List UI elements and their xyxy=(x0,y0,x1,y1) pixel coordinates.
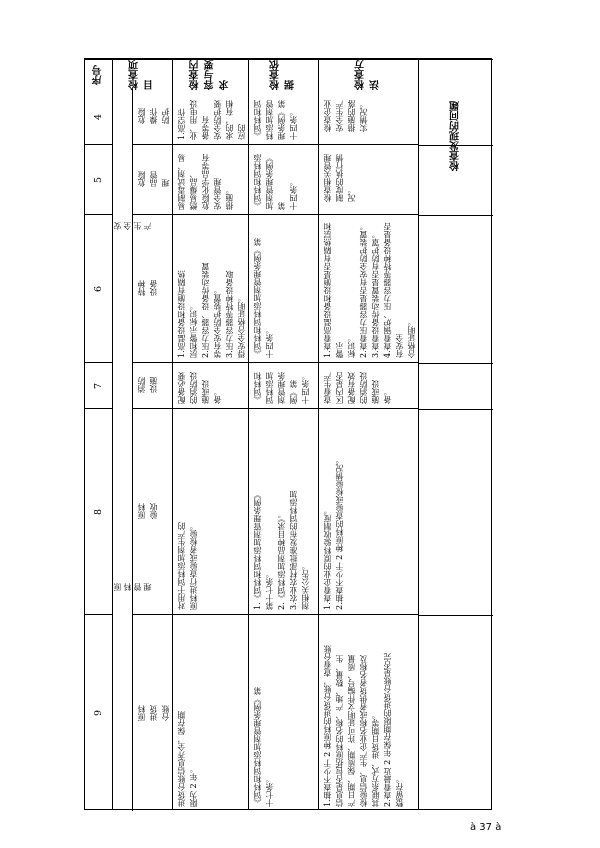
row-6-method xyxy=(319,215,418,363)
header-item xyxy=(113,59,172,90)
row-7-content xyxy=(173,363,248,409)
basis-text: 《饲料和饲料添加剂管理条例》第 十四条。 xyxy=(253,100,298,140)
row-no: 9 xyxy=(93,709,104,717)
row-no: 4 xyxy=(93,112,104,121)
header-method-label: 检查方法 xyxy=(355,60,382,90)
content-text: 对用于饲料添加剂生产的 原料进行查验或者检验。 xyxy=(177,522,198,610)
row-separator xyxy=(419,409,493,410)
content-text: 易制毒试剂、易燃易爆品、 危险化学品等有安全管理 措施。 xyxy=(177,154,234,210)
method-text: 1.抽查不少于 2 种原料的进货台账，查看台账 信息是否包括原料的名称、产地、数量、生 产日期、保质期、许可证明文件编号、质量 检验信息、生产企业名称或者供货者名称及 其联系方式、进货日期等。 2.查看最近 2 年保存期限的进货台账是否完 整留存。 xyxy=(323,645,404,807)
page-number: à 37 à xyxy=(470,822,502,833)
content-text: 1.高温设备和设施有隔热 层和警示标识。 2.压力容器、设备传动装置 等有安全防护装置。 3.压力容器等特种设备取 得安全合格证明。 xyxy=(177,262,246,358)
basis-text: 《饲料和饲料添加剂管理条例》第 十四条。 xyxy=(253,154,298,210)
row-8-item xyxy=(133,409,172,615)
header-basis xyxy=(249,59,318,90)
item-label: 原料 进货 台账 xyxy=(137,705,170,721)
basis-text: 1.《饲料和饲料添加剂管理条例》 第十七条。 2.《饲料添加剂品种目录》。 3.农业农村部批准发布的饲料添加 剂相关公告。 xyxy=(253,490,310,610)
column-basis xyxy=(249,59,319,809)
method-text: 1.查看高温设备和设施是否有隔热层和警示 标识。 2.查看压力容器是否有安全防护装置。 3.查看设备传动装置是否有防护罩。 4.查看锅炉、压力容器等特种设备是否有安全 合格证明。 xyxy=(323,222,416,358)
row-8-no xyxy=(85,409,112,615)
row-5-no xyxy=(85,145,112,215)
row-9-item xyxy=(133,615,172,811)
header-no xyxy=(85,59,112,90)
header-method xyxy=(319,59,418,90)
column-no xyxy=(85,59,113,809)
row-7-method xyxy=(319,363,418,409)
row-9-method xyxy=(319,615,418,811)
inspection-table xyxy=(84,58,492,810)
row-8-content xyxy=(173,409,248,615)
header-basis-label: 检查依据 xyxy=(270,60,297,90)
row-8-basis xyxy=(249,409,318,615)
row-6-content xyxy=(173,215,248,363)
row-5-method xyxy=(319,145,418,215)
row-6-no xyxy=(85,215,112,363)
row-6-item xyxy=(133,215,172,363)
method-text: 查看生产区内是否配备有效的消防设施或设 备。 xyxy=(323,372,392,404)
row-9-content xyxy=(173,615,248,811)
row-7-basis xyxy=(249,363,318,409)
row-separator xyxy=(419,215,493,216)
row-no: 7 xyxy=(93,381,104,390)
row-no: 8 xyxy=(93,507,104,516)
row-4-method xyxy=(319,89,418,145)
row-7-item xyxy=(133,363,172,409)
row-6-basis xyxy=(249,215,318,363)
header-issues-label: 检查发现的问题 xyxy=(450,101,462,171)
method-text: 检查企业安全生产措施的落实情况。 xyxy=(323,100,368,132)
basis-text: 《饲料和饲料添加剂管理条例》第 十四条。 xyxy=(253,372,310,404)
row-no: 6 xyxy=(93,284,104,293)
row-5-basis xyxy=(249,145,318,215)
group-material-label: 原 料 管 理 xyxy=(113,583,152,591)
row-4-content xyxy=(173,89,248,145)
row-4-item xyxy=(133,89,172,145)
item-label: 危险 品管 理 xyxy=(137,171,170,188)
row-9-basis xyxy=(249,615,318,811)
item-label: 危险 操作 防护 xyxy=(137,108,170,125)
column-method xyxy=(319,59,419,809)
row-5-content xyxy=(173,145,248,215)
header-content xyxy=(173,59,248,90)
content-text: 进货台账信息齐全，保存期 限为 2 年。 xyxy=(177,711,198,807)
row-5-item xyxy=(133,145,172,215)
row-separator xyxy=(419,145,493,146)
content-text: 1.高空作业、用电设备等有 安全防护要求的，有相应的 xyxy=(177,100,246,140)
row-4-basis xyxy=(249,89,318,145)
row-separator xyxy=(419,615,493,616)
item-label: 消防 设施 xyxy=(137,377,158,394)
item-label: 原料 验收 xyxy=(137,503,158,520)
header-item-label: 检查项目 xyxy=(129,60,156,90)
item-label: 特种 设备 xyxy=(137,280,158,297)
header-content-label: 检查内容与要求 xyxy=(190,60,231,90)
column-content xyxy=(173,59,249,809)
method-text: 1.查看企业的原料验收制度。 2.抽查不少于 2 种原料的查验或检验情况。 xyxy=(323,456,344,610)
header-no-label: 序号 xyxy=(93,65,104,85)
row-no: 5 xyxy=(93,175,104,184)
row-9-no xyxy=(85,615,112,811)
row-4-issues xyxy=(419,59,493,115)
row-8-method xyxy=(319,409,418,615)
method-text: 检查相关管理制度的执行情况。 xyxy=(323,154,356,202)
column-item xyxy=(113,59,173,809)
row-7-no xyxy=(85,363,112,409)
basis-text: 《饲料和饲料添加剂管理条例》第 十七条。 xyxy=(253,687,274,807)
content-text: 配备必要的消防设施或设 备。 xyxy=(177,372,222,404)
row-separator xyxy=(419,363,493,364)
row-4-no xyxy=(85,89,112,145)
column-issues xyxy=(419,59,493,809)
group-safety-label: 安 全 生 产 xyxy=(113,222,152,230)
basis-text: 《饲料和饲料添加剂管理条例》第 十四条。 xyxy=(253,238,274,358)
